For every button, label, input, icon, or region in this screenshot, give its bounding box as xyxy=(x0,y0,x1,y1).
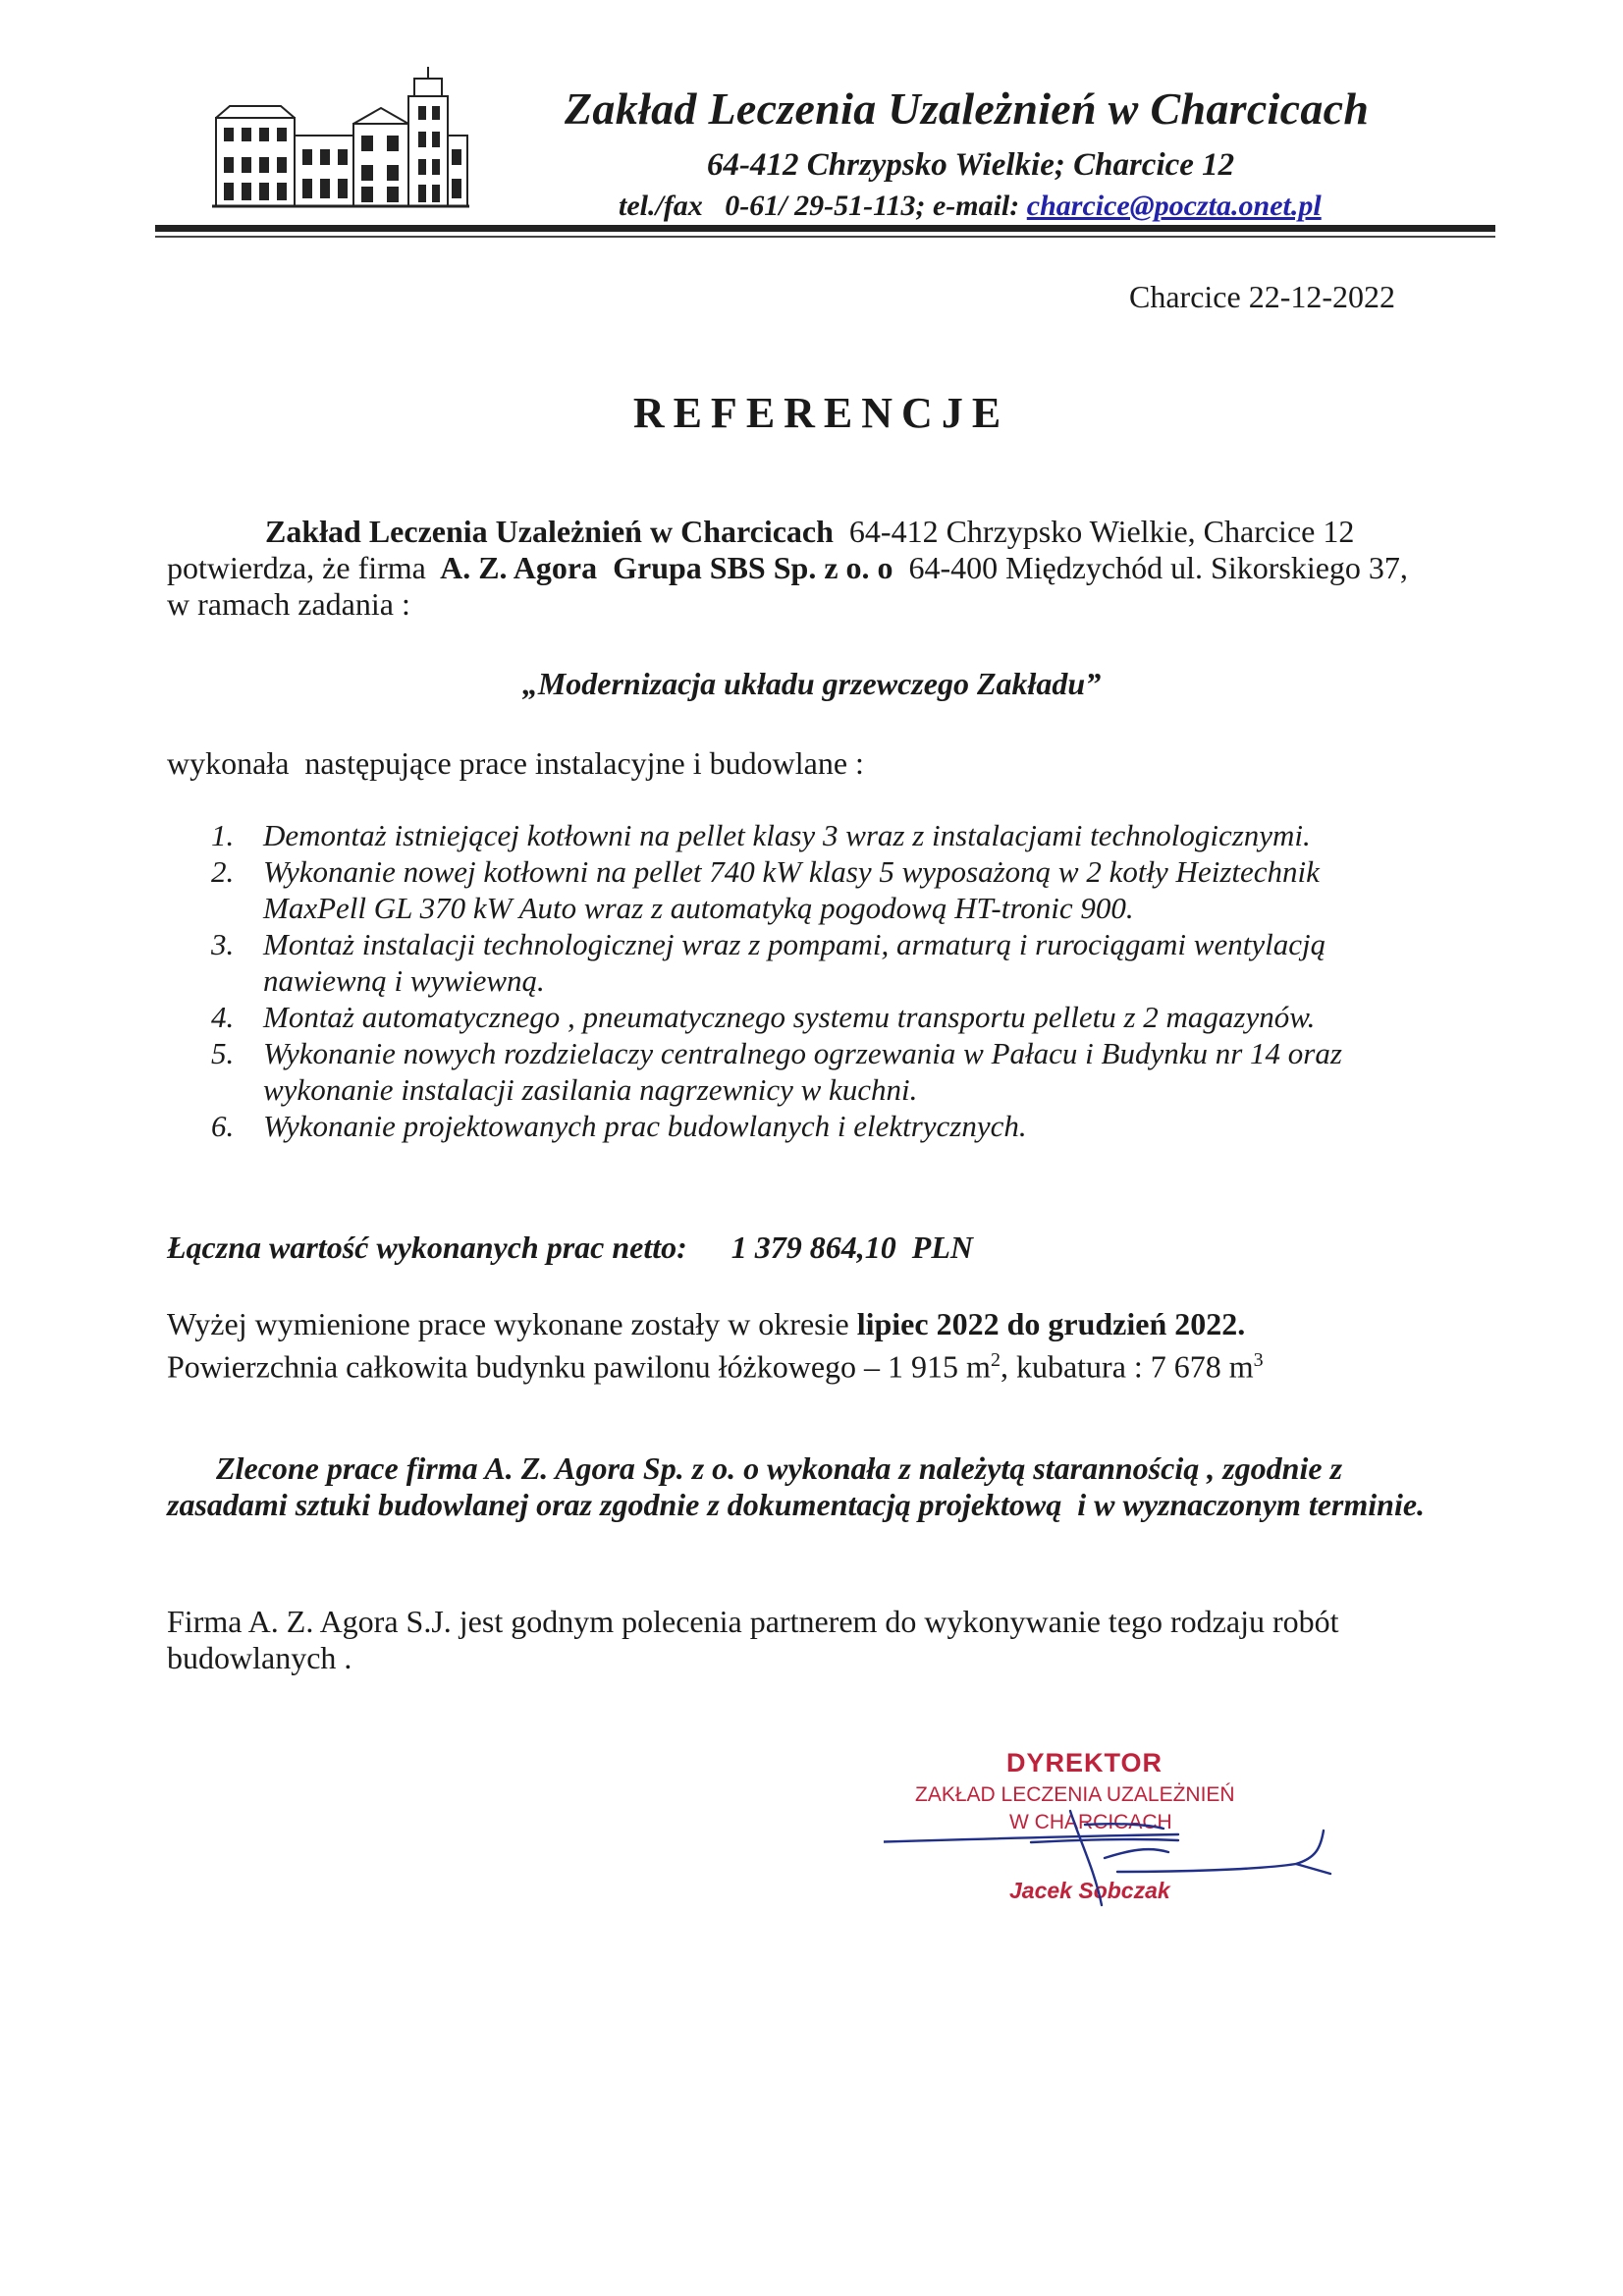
total-label: Łączna wartość wykonanych prac netto: xyxy=(167,1230,687,1265)
list-item-text: Wykonanie projektowanych prac budowlanych i elektrycznych. xyxy=(263,1109,1027,1143)
period-dates: lipiec 2022 do grudzień 2022. xyxy=(856,1306,1246,1341)
intro-org-address: 64-412 Chrzypsko Wielkie, Charcice 12 xyxy=(833,514,1355,549)
list-item-number: 4. xyxy=(211,1000,235,1034)
quality-line-1: Zlecone prace firma A. Z. Agora Sp. z o. o wykonała z należytą starannością , zgodnie z xyxy=(216,1450,1343,1486)
document-date: Charcice 22-12-2022 xyxy=(1129,279,1396,314)
list-item-text: wykonanie instalacji zasilania nagrzewnicy w kuchni. xyxy=(263,1072,918,1107)
list-item xyxy=(211,817,1342,853)
email-link[interactable]: charcice@poczta.onet.pl xyxy=(1026,190,1322,222)
contact-phone-label: tel./fax 0-61/ 29-51-113; e-mail: xyxy=(619,190,1027,222)
list-item-number: 3. xyxy=(211,927,235,961)
director-stamp xyxy=(884,1748,1375,1925)
list-item-number: 1. xyxy=(211,818,235,852)
recommendation-line-1: Firma A. Z. Agora S.J. jest godnym polecenia partnerem do wykonywanie tego rodzaju robót xyxy=(167,1604,1339,1639)
stamp-city: W CHARCICACH xyxy=(1009,1811,1172,1833)
stamp-org: ZAKŁAD LECZENIA UZALEŻNIEŃ xyxy=(915,1783,1235,1806)
list-item xyxy=(211,926,1342,999)
total-value-line xyxy=(167,1230,973,1266)
intro-org-name: Zakład Leczenia Uzależnień w Charcicach xyxy=(265,514,834,549)
letterhead-rule-thick xyxy=(155,225,1495,232)
intro-confirms: potwierdza, że firma xyxy=(167,550,434,585)
list-item xyxy=(211,853,1342,926)
list-item-number: 2. xyxy=(211,854,235,889)
document-title: REFERENCJE xyxy=(632,389,1010,437)
period-paragraph xyxy=(167,1306,1264,1386)
list-item-text: Montaż automatycznego , pneumatycznego systemu transportu pelletu z 2 magazynów. xyxy=(263,1000,1316,1034)
list-item-number: 6. xyxy=(211,1109,235,1143)
recommendation-paragraph xyxy=(167,1604,1339,1676)
building-logo-image xyxy=(212,67,469,212)
task-title: „Modernizacja układu grzewczego Zakładu” xyxy=(521,666,1102,701)
volume-text: , kubatura : 7 678 m xyxy=(1000,1348,1254,1385)
intro-company-address: 64-400 Międzychód ul. Sikorskiego 37, xyxy=(900,550,1408,585)
list-item-number: 5. xyxy=(211,1036,235,1070)
stamp-title: DYREKTOR xyxy=(1006,1748,1163,1777)
list-item-text: Wykonanie nowej kotłowni na pellet 740 kW klasy 5 wyposażoną w 2 kotły Heiztechnik xyxy=(263,854,1320,889)
quality-statement xyxy=(167,1450,1425,1523)
list-item-text: Demontaż istniejącej kotłowni na pellet klasy 3 wraz z instalacjami technologicznymi. xyxy=(263,818,1311,852)
list-item-text: Wykonanie nowych rozdzielaczy centralnego ogrzewania w Pałacu i Budynku nr 14 oraz xyxy=(263,1036,1342,1070)
stamp-name: Jacek Sobczak xyxy=(1009,1878,1170,1903)
handwritten-signature xyxy=(884,1748,1375,1925)
works-list xyxy=(211,817,1342,1144)
letterhead-contact xyxy=(619,190,1322,223)
recommendation-line-2: budowlanych . xyxy=(167,1640,352,1675)
works-intro: wykonała następujące prace instalacyjne i budowlane : xyxy=(167,745,864,781)
area-unit-sup: 2 xyxy=(990,1349,1001,1371)
letterhead-rule-thin xyxy=(155,236,1495,238)
area-text: Powierzchnia całkowita budynku pawilonu łóżkowego – 1 915 m xyxy=(167,1348,991,1385)
quality-line-2: zasadami sztuki budowlanej oraz zgodnie z dokumentacją projektową i w wyznaczonym terminie. xyxy=(167,1487,1426,1522)
list-item xyxy=(211,1108,1342,1144)
intro-paragraph xyxy=(167,514,1408,623)
list-item-text: MaxPell GL 370 kW Auto wraz z automatyką pogodową HT-tronic 900. xyxy=(263,891,1134,925)
intro-task-label: w ramach zadania : xyxy=(167,586,410,622)
intro-company-name: A. Z. Agora Grupa SBS Sp. z o. o xyxy=(433,550,901,585)
list-item xyxy=(211,1035,1342,1108)
volume-unit-sup: 3 xyxy=(1253,1349,1264,1371)
period-text: Wyżej wymienione prace wykonane zostały w okresie xyxy=(167,1306,857,1341)
list-item xyxy=(211,999,1342,1035)
letterhead-org-name: Zakład Leczenia Uzależnień w Charcicach xyxy=(565,83,1370,134)
list-item-text: Montaż instalacji technologicznej wraz z pompami, armaturą i rurociągami wentylacją xyxy=(263,927,1326,961)
letterhead-address: 64-412 Chrzypsko Wielkie; Charcice 12 xyxy=(707,147,1235,183)
total-amount: 1 379 864,10 PLN xyxy=(730,1230,973,1265)
list-item-text: nawiewną i wywiewną. xyxy=(263,963,545,998)
